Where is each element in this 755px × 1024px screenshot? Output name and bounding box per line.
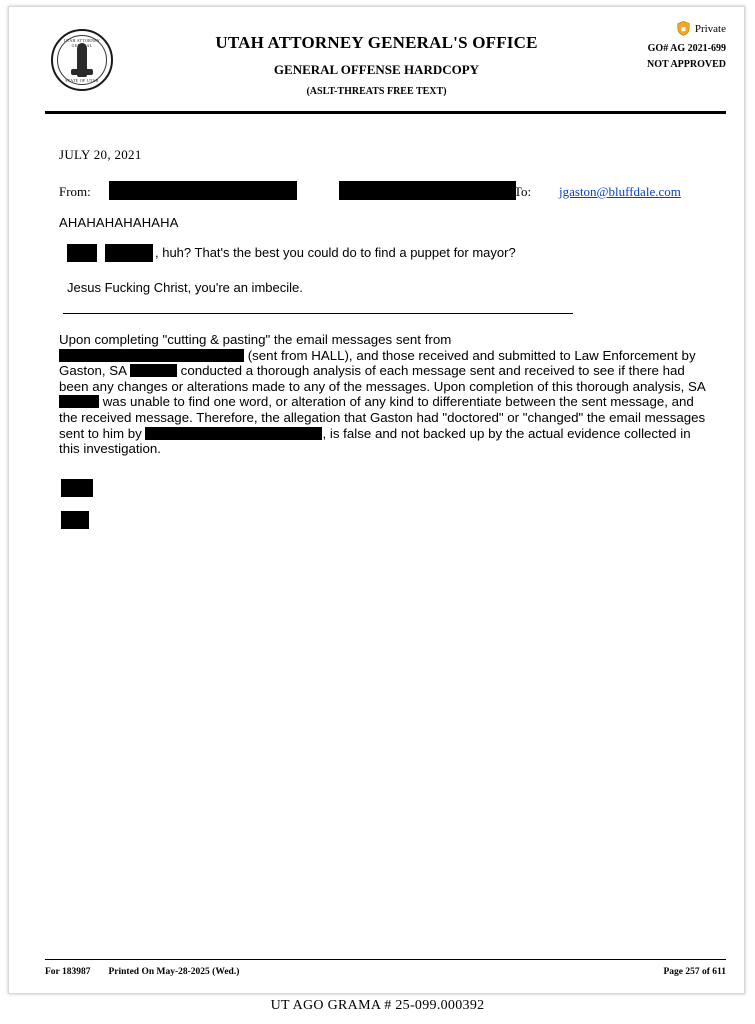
- private-label: Private: [694, 22, 726, 35]
- from-label: From:: [59, 184, 91, 199]
- redaction-from-1: [109, 181, 297, 200]
- redaction-tail-1: [61, 479, 93, 497]
- narrative-segment-3: conducted a thorough analysis of each message sent and received to see if there had been any changes or alterations made to any of the messages. Upon completion of this thorough analysis, SA: [59, 363, 706, 394]
- narrative-segment-4: was unable to find one word, or alteration of any kind to differentiate between the sent message, and the received message. Therefore, the allegation that Gaston had "doctored" or "changed" the email messages sent to him by: [59, 394, 706, 441]
- redaction-narrative-1: [59, 349, 244, 362]
- grama-stamp: UT AGO GRAMA # 25-099.000392: [270, 998, 485, 1013]
- approval-status: NOT APPROVED: [647, 59, 726, 70]
- header-divider: [45, 111, 726, 114]
- go-number: GO# AG 2021-699: [647, 43, 726, 54]
- message-line-2: Jesus Fucking Christ, you're an imbecile.: [67, 280, 303, 295]
- narrative-segment-5: , is false and not backed up by the actual evidence collected in this investigation.: [59, 425, 691, 457]
- agency-title: UTAH ATTORNEY GENERAL'S OFFICE: [215, 33, 538, 52]
- narrative-paragraph: [59, 332, 709, 457]
- narrative-segment-2: (sent from HALL), and those received and submitted to Law Enforcement by Gaston, SA: [59, 347, 696, 379]
- privacy-badge: [556, 21, 726, 36]
- redaction-name-2: [105, 244, 153, 262]
- message-laugh-line: AHAHAHAHAHAHA: [59, 215, 179, 230]
- document-subtype: (ASLT-THREATS FREE TEXT): [306, 86, 447, 97]
- document-type: GENERAL OFFENSE HARDCOPY: [273, 62, 480, 77]
- redaction-tail-2: [61, 511, 89, 529]
- redaction-narrative-2: [130, 364, 177, 377]
- shield-icon: [677, 21, 690, 36]
- section-divider: [63, 313, 573, 314]
- document-footer: [45, 967, 726, 977]
- narrative-segment-1: Upon completing "cutting & pasting" the email messages sent from: [59, 332, 452, 347]
- document-body: [59, 147, 716, 529]
- message-line-1: [59, 244, 716, 266]
- date-line: JULY 20, 2021: [59, 147, 142, 162]
- redaction-narrative-3: [59, 395, 99, 408]
- printed-on: Printed On May-28-2025 (Wed.): [108, 967, 240, 977]
- footer-left: [45, 967, 239, 977]
- page-number: Page 257 of 611: [663, 967, 726, 977]
- seal-text-bottom: STATE OF UTAH: [65, 78, 99, 83]
- seal-text-top: UTAH ATTORNEY GENERAL: [63, 38, 101, 48]
- from-to-row: [59, 181, 716, 203]
- document-page: [8, 6, 745, 994]
- redaction-name-1: [67, 244, 97, 262]
- form-number: For 183987: [45, 967, 91, 977]
- to-label: To:: [514, 184, 532, 199]
- header-right-block: [556, 21, 726, 70]
- recipient-email-link[interactable]: jgaston@bluffdale.com: [559, 184, 681, 199]
- footer-divider: [45, 959, 726, 960]
- document-header: [9, 7, 744, 105]
- redaction-from-2: [339, 181, 516, 200]
- message-line-1-text: , huh? That's the best you could do to find a puppet for mayor?: [155, 245, 516, 260]
- redaction-narrative-4: [145, 427, 322, 440]
